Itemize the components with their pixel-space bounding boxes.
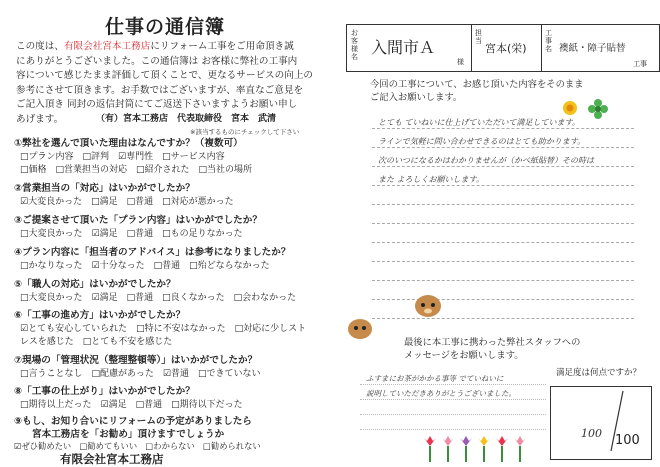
animal-illustration-icon <box>408 292 448 324</box>
question-6-options[interactable]: ☑とても安心していられた □特に不安はなかった □対応に少しスト <box>20 324 307 334</box>
work-name[interactable]: 襖紙・障子貼替 <box>559 43 626 54</box>
staff-message[interactable]: 説明していただきありがとうございました。 <box>366 389 516 398</box>
answer-line <box>372 261 634 262</box>
staff-prompt-line: 最後に本工事に携わった弊社スタッフへの <box>404 337 581 348</box>
customer-cell <box>347 25 472 71</box>
intro-line: にリフォーム工事をご用命頂き誠 <box>150 41 294 52</box>
question-2: ②営業担当の「対応」はいかがでしたか？ <box>14 183 195 194</box>
intro-line: この度は、 <box>16 41 64 52</box>
intro-line: 容について感じたまま評価して頂くことで、更なるサービスの向上の <box>16 70 314 81</box>
customer-name[interactable]: 入間市Ａ <box>371 38 436 57</box>
intro-line: あげます。 <box>16 113 64 125</box>
question-7-options[interactable]: □言うことなし □配慮があった ☑普通 □できていない <box>20 369 261 379</box>
impression-prompt-line: ご記入お願いします。 <box>370 92 463 103</box>
impression-comment[interactable]: ラインで気軽に問い合わせできるのはとても助かります。 <box>378 137 586 146</box>
question-9-options[interactable]: ☑ぜひ勧めたい □勧めてもいい □わからない □勧められない <box>14 441 261 451</box>
staff-prompt-line: メッセージをお願いします。 <box>404 350 524 361</box>
question-8: ⑧「工事の仕上がり」はいかがでしたか？ <box>14 386 195 397</box>
work-cell <box>541 25 659 71</box>
score-label: 満足度は何点ですか？ <box>556 368 642 378</box>
question-5-options[interactable]: □大変良かった ☑満足 □普通 □良くなかった □会わなかった <box>20 293 297 303</box>
work-label: 工事名 <box>545 29 552 53</box>
message-line <box>360 414 546 415</box>
question-9-line-2: 宮本工務店を「お勧め」頂けますでしょうか <box>32 429 225 440</box>
question-1-options-2[interactable]: □価格 □営業担当の対応 □紹介された □当社の場所 <box>20 165 253 175</box>
impression-comment[interactable]: 次のいつになるかはわかりませんが（かべ紙貼替）その時は <box>378 156 594 165</box>
answer-line <box>372 128 634 129</box>
staff-message[interactable]: ふすまにお茶がかかる事等 でていねいに <box>366 374 504 383</box>
message-line <box>360 429 546 430</box>
intro-line: にありがとうございました。この通信簿は お客様に弊社の工事内 <box>16 55 298 67</box>
answer-line <box>372 223 634 224</box>
question-1-options[interactable]: □プラン内容 □評判 ☑専門性 □サービス内容 <box>20 152 225 162</box>
question-3: ③ご提案させて頂いた「プラン内容」はいかがでしたか？ <box>14 215 262 226</box>
intro-line: 参考にさせて頂きます。お手数ではございますが、率直なご意見を <box>16 84 304 96</box>
question-4: ④プラン内容に「担当者のアドバイス」は参考になりましたか？ <box>14 247 291 258</box>
question-4-options[interactable]: □かなりなった ☑十分なった □普通 □殆どならなかった <box>20 261 270 271</box>
answer-line <box>372 185 634 186</box>
company-footer: 有限会社宮本工務店 <box>60 452 164 466</box>
answer-line <box>372 242 634 243</box>
question-9: ⑨もし、お知り合いにリフォームの予定がありましたら <box>14 416 252 427</box>
score-value[interactable]: 100 <box>581 427 602 440</box>
score-slash <box>551 387 651 459</box>
message-line <box>360 399 546 400</box>
impression-comment[interactable]: また よろしくお願いします。 <box>378 175 484 184</box>
impression-prompt-line: 今回の工事について、お感じ頂いた内容をそのまま <box>370 79 584 90</box>
right-page <box>338 0 660 466</box>
question-1: ①弊社を選んで頂いた理由はなんですか？（複数可） <box>14 138 243 149</box>
answer-line <box>372 166 634 167</box>
answer-line <box>372 147 634 148</box>
signature: （有）宮本工務店 代表取締役 宮本 武清 <box>96 114 277 124</box>
work-suffix: 工事 <box>633 60 647 68</box>
intro-line: ご記入頂き 同封の返信封筒にてご返送下さいますようお願い申し <box>16 99 298 110</box>
impression-comment[interactable]: とても ていねいに仕上げていただいて満足しています。 <box>378 118 580 127</box>
check-hint: ※該当するものにチェックして下さい <box>190 128 300 136</box>
tulips-icon <box>420 432 540 464</box>
question-5: ⑤「職人の対応」はいかがでしたか？ <box>14 279 176 290</box>
question-2-options[interactable]: ☑大変良かった □満足 □普通 □対応が悪かった <box>20 197 234 207</box>
answer-line <box>372 204 634 205</box>
customer-label: お客様名 <box>351 29 358 61</box>
question-6-options-2[interactable]: レスを感じた □とても不安を感じた <box>20 337 173 347</box>
staff-cell <box>471 25 542 71</box>
customer-suffix: 様 <box>457 58 464 66</box>
animal-illustration-icon <box>343 316 377 342</box>
message-line <box>360 384 546 385</box>
staff-message-prompt <box>404 336 580 362</box>
page-title: 仕事の通信簿 <box>104 16 225 38</box>
intro-company: 有限会社宮本工務店 <box>63 41 151 52</box>
answer-line <box>372 280 634 281</box>
question-8-options[interactable]: □期待以上だった ☑満足 □普通 □期待以下だった <box>20 400 243 410</box>
question-3-options[interactable]: □大変良かった ☑満足 □普通 □もの足りなかった <box>20 229 243 239</box>
customer-info-box <box>346 24 660 72</box>
staff-name[interactable]: 宮本(栄) <box>485 42 527 55</box>
question-6: ⑥「工事の進め方」はいかがでしたか？ <box>14 310 186 321</box>
staff-label: 担当 <box>475 29 482 45</box>
score-box <box>550 386 652 460</box>
impression-prompt <box>370 78 583 104</box>
score-max: 100 <box>615 433 640 448</box>
question-7: ⑦現場の「管理状況（整理整頓等）」はいかがでしたか？ <box>14 355 258 366</box>
